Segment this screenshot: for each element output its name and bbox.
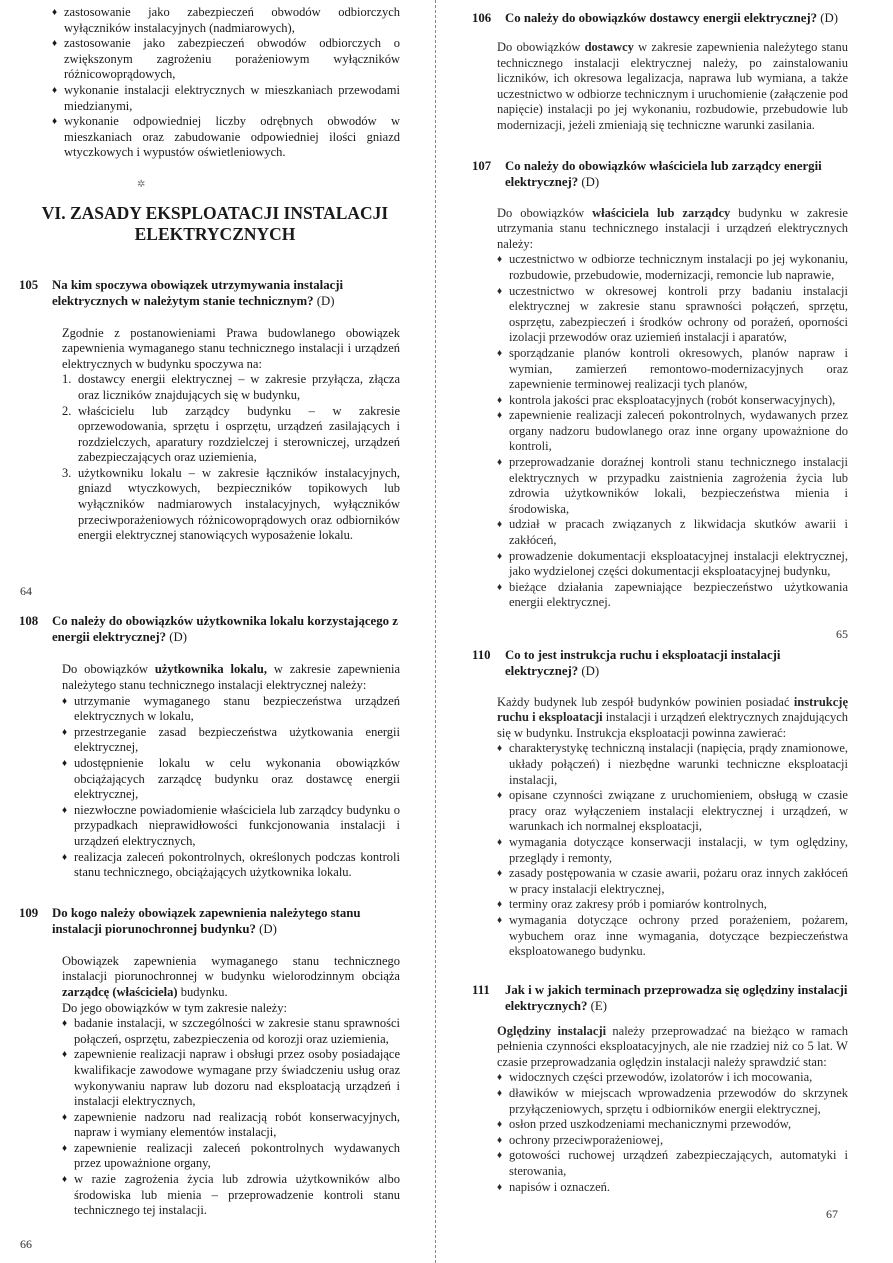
list-item-text: wymagania dotyczące ochrony przed porażeniem, pożarem, wybuchem oraz inne wymagania, dotyczące bezpieczeństwa eksploatowanego budynku. <box>509 912 848 959</box>
question-text: Co należy do obowiązków właściciela lub zarządcy energii elektrycznej? <box>505 158 822 189</box>
bullet-diamond-icon: ♦ <box>497 581 503 593</box>
question-number: 110 <box>472 647 491 662</box>
bullet-diamond-icon: ♦ <box>497 519 503 531</box>
list-item-text: uczestnictwo w odbiorze technicznym instalacji po jej wykonaniu, rozbudowie, przebudowie, modernizacji, remoncie lub naprawie, <box>509 252 848 282</box>
bullet-diamond-icon: ♦ <box>497 914 503 926</box>
answer-108 <box>62 662 400 880</box>
text-segment: Do obowiązków <box>497 40 585 54</box>
question-level: (D) <box>259 921 277 936</box>
question-level: (D) <box>581 663 600 678</box>
answer-intro <box>62 954 400 1001</box>
right-column <box>472 0 848 1223</box>
list-item <box>497 580 848 611</box>
answer-intro <box>62 662 400 693</box>
answer-intro <box>62 326 400 373</box>
question-110 <box>472 647 848 679</box>
bullet-diamond-icon: ♦ <box>497 410 503 422</box>
question-level: (E) <box>590 998 607 1013</box>
answer-intro <box>497 206 848 253</box>
list-item <box>52 36 400 83</box>
question-text: Do kogo należy obowiązek zapewnienia należytego stanu instalacji piorunochronnej budynku? <box>52 905 361 936</box>
question-level: (D) <box>820 11 839 25</box>
question-111 <box>472 982 848 1014</box>
bullet-diamond-icon: ♦ <box>497 836 503 848</box>
text-segment: instalacji i urządzeń elektrycznych znajdujących się w budynku. Instrukcja eksploatacji powinna zawierać: <box>497 710 848 740</box>
list-item-text: niezwłoczne powiadomienie właściciela lub zarządcy budynku o przypadkach nieprawidłowości funkcjonowania instalacji i urządzeń elektrycznych, <box>74 802 400 848</box>
list-item-text: charakterystykę techniczną instalacji (napięcia, prądy znamionowe, układy połączeń) i niezbędne warunki techniczne eksploatacji instalacji, <box>509 741 848 787</box>
bullet-list <box>497 741 848 959</box>
page-number: 64 <box>20 583 32 598</box>
question-number: 109 <box>19 905 39 920</box>
answer-109 <box>62 954 400 1219</box>
list-item <box>62 1047 400 1109</box>
list-item-text: użytkowniku lokalu – w zakresie łączników instalacyjnych, gniazd wtyczkowych, bezpieczników topikowych lub wyłączników nadmiarowych instalacyjnych, wyłączników przeciwporażeniowych różnicowoprądowych oraz odbiorników energii elektrycznej stanowiących wyposażenie lokalu. <box>78 465 400 543</box>
list-item-text: terminy oraz zakresy prób i pomiarów kontrolnych, <box>509 897 767 912</box>
list-item <box>62 372 400 403</box>
answer-110 <box>497 695 848 960</box>
bullet-list-continuation <box>52 5 400 161</box>
numbered-list <box>62 372 400 544</box>
list-item-text: widocznych części przewodów, izolatorów i ich mocowania, <box>509 1070 813 1085</box>
emphasis-text: dostawcy <box>584 40 634 54</box>
answer-intro <box>497 1024 848 1071</box>
list-number: 2. <box>62 403 72 418</box>
question-text: Co należy do obowiązków dostawcy energii elektrycznej? <box>505 11 818 25</box>
text-segment: Do obowiązków <box>62 662 155 677</box>
bullet-diamond-icon: ♦ <box>497 285 503 297</box>
bullet-diamond-icon: ♦ <box>497 347 503 359</box>
bullet-diamond-icon: ♦ <box>497 550 503 562</box>
bullet-list <box>497 252 848 611</box>
bullet-diamond-icon: ♦ <box>52 116 58 128</box>
bullet-diamond-icon: ♦ <box>497 1134 503 1146</box>
emphasis-text: Oględziny instalacji <box>497 1023 607 1038</box>
bullet-diamond-icon: ♦ <box>62 726 68 738</box>
list-item <box>497 1133 848 1149</box>
bullet-list <box>497 1070 848 1195</box>
list-item-text: zastosowanie jako zabezpieczeń obwodów odbiorczych o zwiększonym zagrożeniu porażeniowym wyłączników różnicowoprądowych, <box>64 36 400 82</box>
left-column <box>19 0 400 1252</box>
list-item <box>62 725 400 756</box>
list-item-text: sporządzanie planów kontroli okresowych, planów napraw i wymian, zamierzeń remontowo-modernizacyjnych oraz zapewnienie terminowej realizacji tych planów, <box>509 345 848 392</box>
chapter-heading-line2: ELEKTRYCZNYCH <box>134 223 296 244</box>
list-item <box>497 517 848 548</box>
page-number: 65 <box>836 627 848 641</box>
list-item <box>62 803 400 850</box>
list-item <box>497 897 848 913</box>
list-item-text: osłon przed uszkodzeniami mechanicznymi przewodów, <box>509 1117 792 1132</box>
answer-intro <box>497 40 848 134</box>
list-item <box>62 1016 400 1047</box>
ornament-icon: ✲ <box>137 178 146 190</box>
bullet-diamond-icon: ♦ <box>62 1174 68 1186</box>
question-105 <box>19 277 400 309</box>
question-109 <box>19 905 400 937</box>
list-item <box>497 866 848 897</box>
text-segment: w zakresie zapewnienia należytego stanu technicznego instalacji elektrycznej należy, po zainstalowaniu liczników, ich okresowa legalizacja, naprawa lub wymiana, a także uczestnictwo w odbiorze technicznym i uruchomienie (załączenie pod napięcie) instalacji po jej wykonaniu, rozbudowie, przebudowie lub modernizacji, jeżeli zmieniają się techniczne warunki zasilania. <box>497 40 848 132</box>
text-segment: należy przeprowadzać na bieżąco w ramach pełnienia czynności eksploatacyjnych, ale nie rzadziej niż co 5 lat. W czasie przeprowadzania oględzin instalacji należy sprawdzić stan: <box>497 1023 848 1069</box>
bullet-diamond-icon: ♦ <box>62 1049 68 1061</box>
list-item-text: bieżące działania zapewniające bezpieczeństwo użytkowania energii elektrycznej. <box>509 579 848 610</box>
list-item-text: zapewnienie realizacji zaleceń pokontrolnych, wydawanych przez organy nadzoru budowlanego oraz inne organy upoważnione do kontroli, <box>509 408 848 454</box>
list-item-text: uczestnictwo w okresowej kontroli przy badaniu instalacji elektrycznej w zakresie stanu sprawności połączeń, sprzętu, osprzętu, zabezpieczeń i środków ochrony od porażeń, oporności izolacji przewodów oraz uziemień instalacji i aparatów, <box>509 283 848 345</box>
list-item-text: kontrola jakości prac eksploatacyjnych (robót konserwacyjnych), <box>509 392 836 407</box>
list-item <box>497 1117 848 1133</box>
text-segment: Do obowiązków <box>497 205 593 220</box>
list-item-text: przestrzeganie zasad bezpieczeństwa użytkowania energii elektrycznej, <box>74 724 400 755</box>
list-item <box>497 1148 848 1179</box>
list-item <box>62 466 400 544</box>
bullet-diamond-icon: ♦ <box>497 868 503 880</box>
list-item-text: zapewnienie realizacji zaleceń pokontrolnych wydawanych przez upoważnione organy, <box>74 1140 400 1171</box>
question-text: Co należy do obowiązków użytkownika lokalu korzystającego z energii elektrycznej? <box>52 614 398 645</box>
text-segment: w zakresie zapewnienia należytego stanu technicznego instalacji elektrycznej należy: <box>62 662 400 693</box>
question-number: 107 <box>472 158 492 173</box>
question-number: 108 <box>19 614 39 629</box>
question-106 <box>472 10 848 26</box>
bullet-diamond-icon: ♦ <box>52 7 58 18</box>
bullet-diamond-icon: ♦ <box>62 1018 68 1030</box>
bullet-diamond-icon: ♦ <box>497 1150 503 1162</box>
question-text: Jak i w jakich terminach przeprowadza się oględziny instalacji elektrycznych? <box>505 982 848 1013</box>
bullet-diamond-icon: ♦ <box>62 758 68 769</box>
list-item-text: dostawcy energii elektrycznej – w zakresie przyłącza, złącza oraz liczników znajdujących się w budynku, <box>78 372 400 402</box>
list-item-text: zapewnienie realizacji napraw i obsługi przez osoby posiadające kwalifikacje zawodowe wymagane przy świadczeniu usług oraz wykonywaniu napraw lub dozoru nad eksploatacją urządzeń i instalacji elektrycznych, <box>74 1047 400 1109</box>
list-item-text: dławików w miejscach wprowadzenia przewodów do skrzynek przyłączeniowych, sprzętu i odbiorników energii elektrycznej, <box>509 1086 848 1116</box>
list-item <box>497 835 848 866</box>
bullet-diamond-icon: ♦ <box>497 1181 503 1193</box>
list-item-text: zasady postępowania w czasie awarii, pożaru oraz innych zakłóceń w pracy instalacji elektrycznej, <box>509 866 848 896</box>
bullet-diamond-icon: ♦ <box>62 1142 68 1154</box>
list-item <box>52 5 400 36</box>
bullet-list <box>62 1016 400 1219</box>
question-number: 105 <box>19 277 39 292</box>
list-item <box>52 83 400 114</box>
list-item-text: utrzymanie wymaganego stanu bezpieczeństwa urządzeń elektrycznych w lokalu, <box>74 693 400 724</box>
list-item-text: napisów i oznaczeń. <box>509 1179 611 1194</box>
emphasis-text: instrukcję ruchu i eksploatacji <box>497 694 848 725</box>
bullet-diamond-icon: ♦ <box>497 457 503 469</box>
text-segment: budynku w zakresie utrzymania stanu technicznego instalacji i urządzeń elektrycznych należy: <box>497 205 848 251</box>
list-item <box>497 252 848 283</box>
question-text: Co to jest instrukcja ruchu i eksploatacji instalacji elektrycznej? <box>505 647 781 678</box>
question-text: Na kim spoczywa obowiązek utrzymywania instalacji elektrycznych w należytym stanie technicznym? <box>52 277 344 308</box>
list-item-text: przeprowadzanie doraźnej kontroli stanu technicznego instalacji elektrycznych w przypadku zaistnienia zagrożenia życia lub zdrowia użytkowników lokali, bezpieczeństwa mienia i środowiska, <box>509 455 848 516</box>
question-number: 111 <box>472 982 490 997</box>
list-item <box>497 1070 848 1086</box>
answer-107 <box>497 206 848 611</box>
list-item-text: wykonanie odpowiedniej liczby odrębnych obwodów w mieszkaniach oraz zabudowanie odpowiedniej ilości gniazd wtyczkowych i wypustów oświetleniowych. <box>64 114 400 160</box>
bullet-diamond-icon: ♦ <box>497 394 503 406</box>
bullet-diamond-icon: ♦ <box>497 254 503 266</box>
list-item <box>497 393 848 409</box>
answer-106 <box>497 40 848 134</box>
list-item-text: prowadzenie dokumentacji eksploatacyjnej instalacji elektrycznej, jako wydzielonej części dokumentacji eksploatacyjnej budynku, <box>509 548 848 579</box>
bullet-diamond-icon: ♦ <box>497 1072 503 1084</box>
list-item <box>497 284 848 346</box>
question-107 <box>472 158 848 190</box>
list-item <box>62 1141 400 1172</box>
list-item <box>62 1110 400 1141</box>
list-item-text: udział w pracach związanych z likwidacja skutków awarii i zakłóceń, <box>509 517 848 548</box>
bullet-diamond-icon: ♦ <box>497 743 503 755</box>
question-number: 106 <box>472 11 492 25</box>
emphasis-text: właściciela lub zarządcy <box>592 205 731 220</box>
question-108 <box>19 613 400 645</box>
list-item <box>497 346 848 393</box>
list-item-text: w razie zagrożenia życia lub zdrowia użytkowników albo środowiska lub mienia – przeprowadzenie kontroli stanu technicznego tej instalacji. <box>74 1172 400 1218</box>
chapter-heading <box>30 203 400 245</box>
list-item-text: badanie instalacji, w szczególności w zakresie stanu sprawności połączeń, osprzętu, zabezpieczenia od korozji oraz uziemienia, <box>74 1016 400 1046</box>
list-item <box>62 850 400 881</box>
list-item-text: realizacja zaleceń pokontrolnych, określonych podczas kontroli stanu technicznego, obciążających użytkownika lokalu. <box>74 849 400 880</box>
bullet-diamond-icon: ♦ <box>497 1088 503 1100</box>
bullet-diamond-icon: ♦ <box>52 38 58 50</box>
bullet-diamond-icon: ♦ <box>52 84 58 96</box>
chapter-heading-line1: VI. ZASADY EKSPLOATACJI INSTALACJI <box>41 202 389 223</box>
answer-intro <box>497 695 848 742</box>
list-item-text: opisane czynności związane z uruchomieniem, obsługą w czasie pracy oraz wyłączeniem instalacji elektrycznej i urządzeń, w warunkach ich normalnej eksploatacji, <box>509 788 848 834</box>
bullet-diamond-icon: ♦ <box>62 851 68 863</box>
list-number: 3. <box>62 465 72 480</box>
list-item <box>497 788 848 835</box>
question-level: (D) <box>316 293 335 308</box>
answer-111 <box>497 1024 848 1196</box>
list-item <box>62 1172 400 1219</box>
text-segment: Obowiązek zapewnienia wymaganego stanu technicznego instalacji piorunochronnej w budynku wielorodzinnym obciąża <box>62 953 400 984</box>
list-item <box>497 455 848 517</box>
list-item-text: właścicielu lub zarządcy budynku – w zakresie oprzewodowania, sprzętu i osprzętu, urządzeń zasilających i rozdzielczych, aparatury rozdzielczej i sterowniczej, urządzeń zabezpieczających oraz uziemienia, <box>78 403 400 465</box>
list-item <box>497 741 848 788</box>
list-item <box>62 404 400 466</box>
emphasis-text: użytkownika lokalu, <box>154 662 267 677</box>
list-item-text: udostępnienie lokalu w celu wykonania obowiązków obciążających zarządcę budynku oraz dostawcę energii elektrycznej, <box>74 756 400 802</box>
list-item <box>497 408 848 455</box>
list-item <box>62 694 400 725</box>
bullet-diamond-icon: ♦ <box>497 899 503 911</box>
bullet-diamond-icon: ♦ <box>62 1111 68 1123</box>
bullet-list <box>62 694 400 881</box>
page-number: 66 <box>20 1236 32 1251</box>
list-number: 1. <box>62 372 72 387</box>
text-segment: Zgodnie z postanowieniami Prawa budowlanego obowiązek zapewnienia wymaganego stanu technicznego instalacji i urządzeń elektrycznych w budynku spoczywa na: <box>62 325 400 371</box>
page-number: 67 <box>826 1207 838 1222</box>
list-item <box>497 1086 848 1117</box>
list-item-text: ochrony przeciwporażeniowej, <box>509 1132 664 1147</box>
list-item-text: wymagania dotyczące konserwacji instalacji, w tym oględziny, przeglądy i remonty, <box>509 834 848 865</box>
bullet-diamond-icon: ♦ <box>62 695 68 707</box>
text-segment: Każdy budynek lub zespół budynków powinien posiadać <box>497 694 794 709</box>
list-item <box>497 1180 848 1196</box>
question-level: (D) <box>169 630 188 645</box>
list-item <box>497 549 848 580</box>
answer-intro-2: Do jego obowiązków w tym zakresie należy: <box>62 1000 287 1015</box>
list-item <box>52 114 400 161</box>
answer-105 <box>62 326 400 544</box>
list-item-text: wykonanie instalacji elektrycznych w mieszkaniach przewodami miedzianymi, <box>64 82 400 113</box>
bullet-diamond-icon: ♦ <box>497 790 503 802</box>
text-segment: budynku. <box>177 984 228 999</box>
emphasis-text: zarządcę (właściciela) <box>62 984 178 999</box>
list-item-text: gotowości ruchowej urządzeń zabezpieczających, automatyki i sterowania, <box>509 1148 848 1179</box>
list-item-text: zapewnienie nadzoru nad realizacją robót konserwacyjnych, napraw i wymiany elementów instalacji, <box>74 1109 400 1140</box>
bullet-diamond-icon: ♦ <box>62 804 68 816</box>
bullet-diamond-icon: ♦ <box>497 1119 503 1131</box>
list-item <box>62 756 400 803</box>
question-level: (D) <box>581 174 600 189</box>
list-item-text: zastosowanie jako zabezpieczeń obwodów odbiorczych wyłączników instalacyjnych (nadmiarowych), <box>64 5 400 35</box>
list-item <box>497 913 848 960</box>
